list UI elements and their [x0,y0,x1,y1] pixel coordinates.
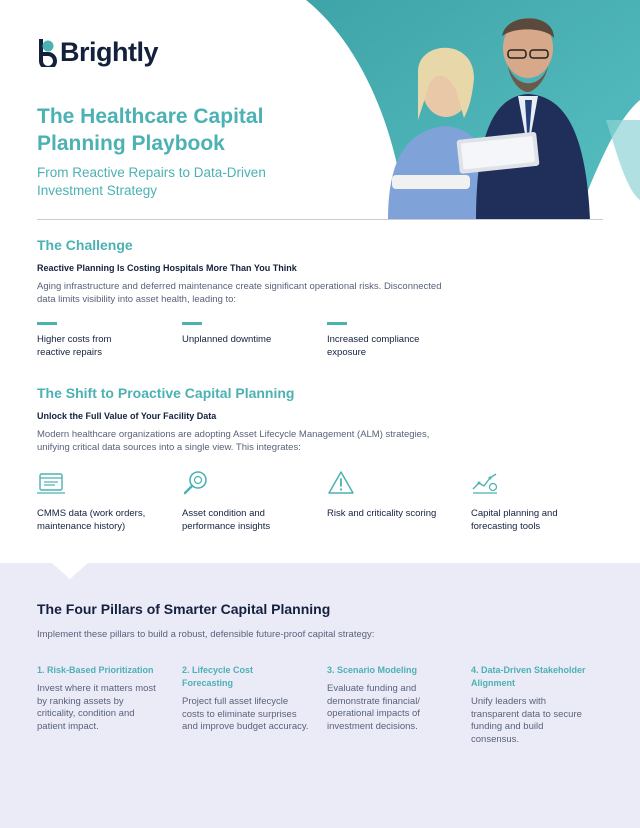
pillar-body: Invest where it matters most by ranking assets by criticality, condition and patient impact. [37,683,156,732]
document-lines-icon [37,469,65,497]
magnifier-icon [182,469,210,497]
panel-notch [52,563,88,579]
integration-label: CMMS data (work orders, maintenance history) [37,508,146,532]
challenge-body: Aging infrastructure and deferred maintenance create significant operational risks. Disconnected data limits visibility into asset health, leading to: [37,281,442,305]
pillar-item [327,664,459,733]
shift-body: Modern healthcare organizations are adopting Asset Lifecycle Management (ALM) strategies, unifying critical data sources into a single view. This integrates: [37,429,430,453]
challenge-subtitle: Reactive Planning Is Costing Hospitals More Than You Think [37,263,297,273]
pillar-body: Evaluate funding and demonstrate financial/ operational impacts of investment decisions. [327,683,420,732]
challenge-item [37,322,167,359]
accent-bar [182,322,202,325]
challenge-item [182,322,312,346]
brightly-logo-mark-icon [37,37,59,67]
pillars-title: The Four Pillars of Smarter Capital Planning [37,601,331,617]
integration-item [182,469,322,533]
accent-bar [37,322,57,325]
pillar-title: 3. Scenario Modeling [327,665,418,675]
integration-label: Asset condition and performance insights [182,508,271,532]
logo-text: Brightly [60,36,159,67]
accent-bar [327,322,347,325]
divider [37,219,603,220]
warning-triangle-icon [327,469,355,497]
pillars-subtitle: Implement these pillars to build a robust, defensible future-proof capital strategy: [37,629,375,640]
integration-label: Risk and criticality scoring [327,508,437,519]
brand-logo [37,37,158,67]
shift-title: The Shift to Proactive Capital Planning [37,385,295,401]
integration-item [327,469,467,520]
shift-subtitle: Unlock the Full Value of Your Facility Data [37,411,217,421]
pillar-body: Unify leaders with transparent data to secure funding and build consensus. [471,696,582,745]
page-title: The Healthcare Capital Planning Playbook [37,105,264,155]
integration-label: Capital planning and forecasting tools [471,508,558,532]
page-subtitle: From Reactive Repairs to Data-Driven Investment Strategy [37,165,266,198]
chart-trend-icon [471,469,499,497]
challenge-item [327,322,457,359]
pillar-item [471,664,603,746]
integration-item [471,469,611,533]
pillar-title: 4. Data-Driven Stakeholder Alignment [471,665,586,688]
pillar-title: 1. Risk-Based Prioritization [37,665,154,675]
challenge-item-label: Unplanned downtime [182,334,272,345]
pillar-title: 2. Lifecycle Cost Forecasting [182,665,254,688]
challenge-item-label: Increased compliance exposure [327,334,420,358]
pillar-item [182,664,314,734]
pillar-body: Project full asset lifecycle costs to eliminate surprises and improve budget accuracy. [182,696,309,732]
hero-photo [296,0,640,220]
pillar-item [37,664,169,733]
challenge-item-label: Higher costs from reactive repairs [37,334,112,358]
challenge-title: The Challenge [37,237,133,253]
integration-item [37,469,177,533]
